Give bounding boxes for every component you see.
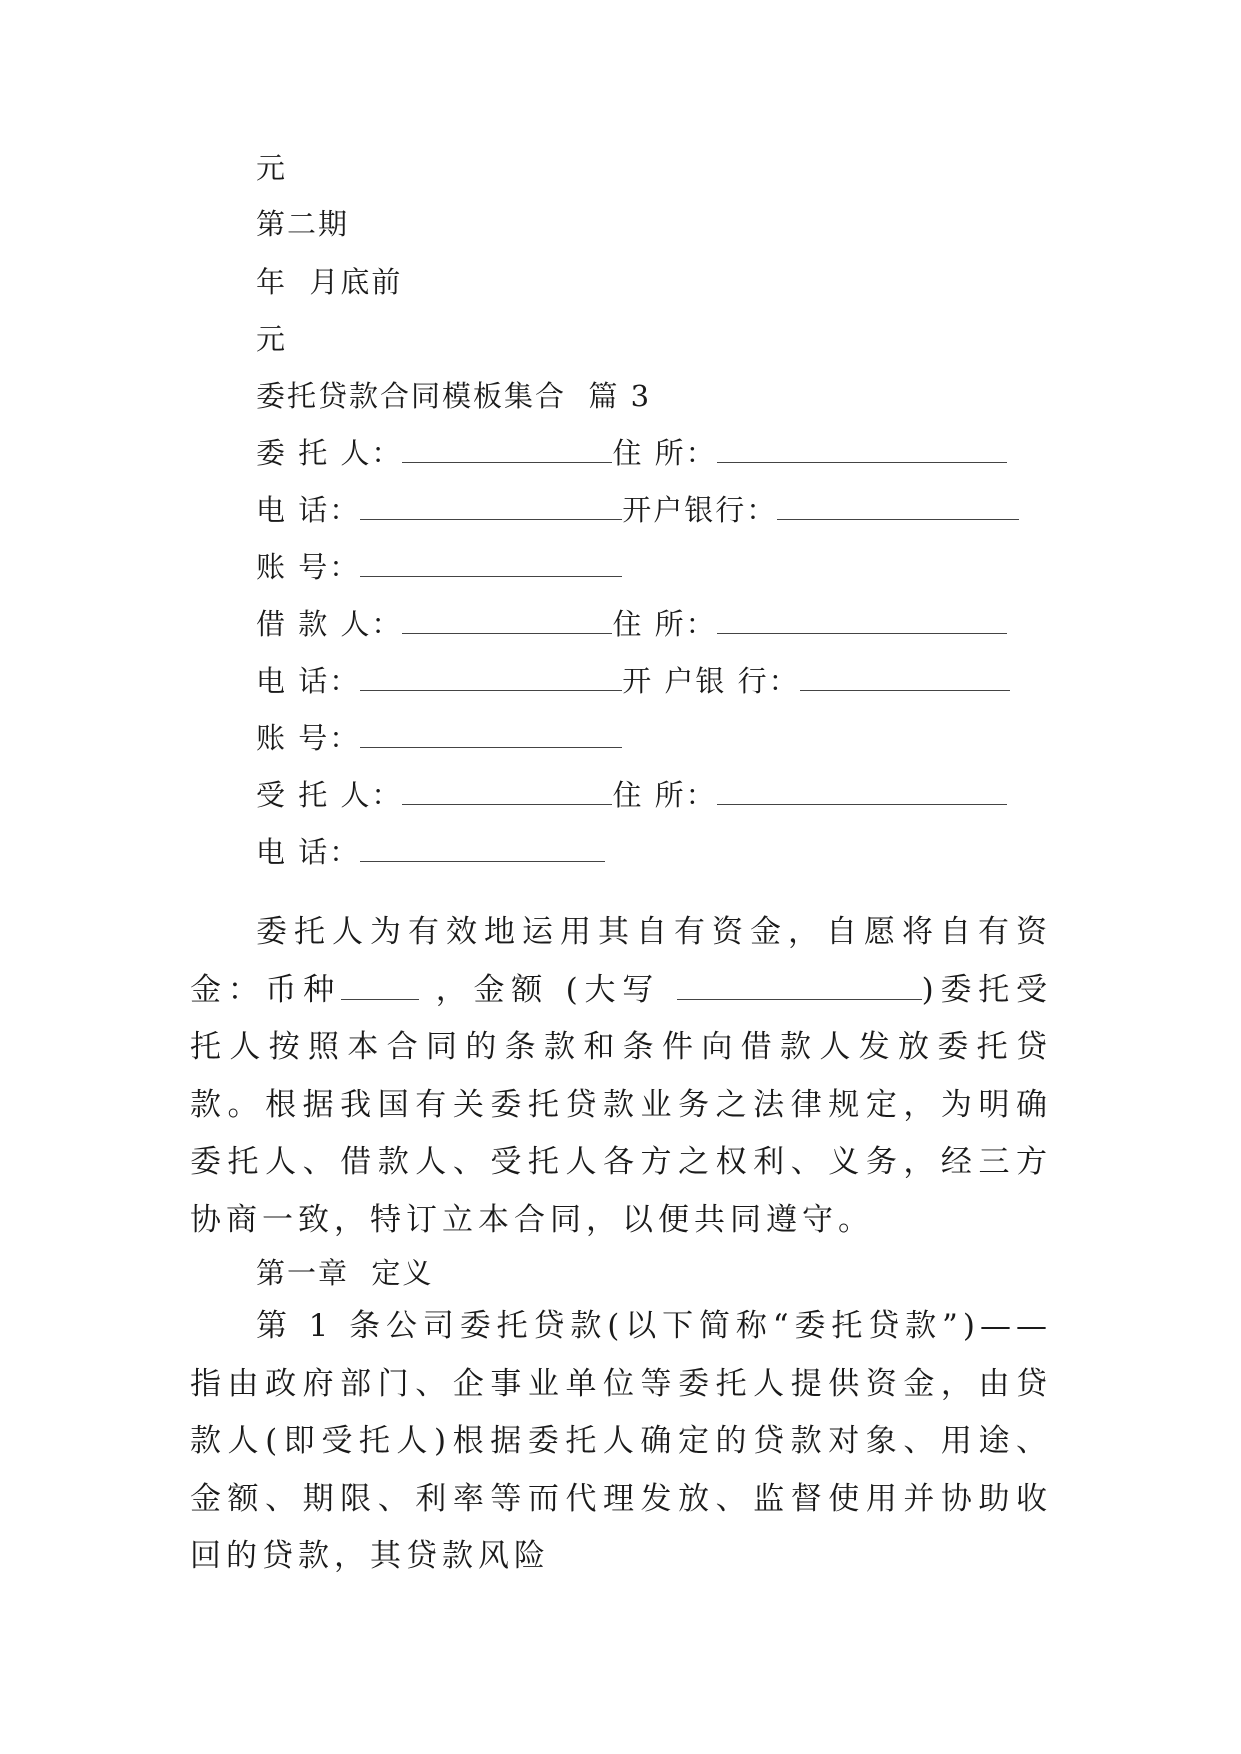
chapter-1-title: 第一章 定义 bbox=[256, 1256, 434, 1290]
borrower-row bbox=[256, 606, 1007, 642]
principal-phone-label: 电 话： bbox=[256, 493, 361, 527]
principal-account-row bbox=[256, 549, 622, 585]
borrower-account-row bbox=[256, 720, 622, 756]
trustee-phone-blank bbox=[360, 837, 605, 862]
trustee-phone-label: 电 话： bbox=[256, 835, 361, 869]
text-line-second-period: 第二期 bbox=[256, 207, 350, 241]
intro-paragraph bbox=[190, 904, 1052, 1249]
principal-label: 委 托 人： bbox=[256, 436, 403, 470]
borrower-bank-label: 开 户银 行： bbox=[622, 664, 800, 698]
borrower-name-blank bbox=[402, 609, 612, 634]
currency-blank bbox=[341, 979, 419, 1000]
intro-text-3: )委托受托人按照本合同的条款和条件向借款人发放委托贷款。根据我国有关委托贷款业务之法律规定，为明确委托人、借款人、受托人各方之权利、义务，经三方协商一致，特订立本合同，以便共同遵守。 bbox=[190, 971, 1052, 1238]
principal-phone-blank bbox=[360, 495, 622, 520]
trustee-phone-row bbox=[256, 834, 605, 870]
text-line-yuan-1: 元 bbox=[256, 151, 288, 185]
amount-uppercase-blank bbox=[677, 979, 922, 1000]
trustee-name-blank bbox=[402, 780, 612, 805]
principal-name-blank bbox=[402, 438, 612, 463]
principal-bank-label: 开户银行： bbox=[622, 493, 778, 527]
intro-text-1: 委托人为有效地运用其自有资金，自愿将自有资金：币种 bbox=[190, 914, 1052, 1008]
borrower-phone-label: 电 话： bbox=[256, 664, 361, 698]
borrower-address-blank bbox=[717, 609, 1007, 634]
borrower-label: 借 款 人： bbox=[256, 607, 403, 641]
principal-phone-row bbox=[256, 492, 1019, 528]
trustee-address-blank bbox=[717, 780, 1007, 805]
section-heading: 委托贷款合同模板集合 篇 3 bbox=[256, 379, 652, 413]
principal-account-label: 账 号： bbox=[256, 550, 361, 584]
text-line-yuan-2: 元 bbox=[256, 322, 288, 356]
principal-address-blank bbox=[717, 438, 1007, 463]
principal-row bbox=[256, 435, 1007, 471]
article-1-paragraph: 第 1 条公司委托贷款(以下简称“委托贷款”)——指由政府部门、企事业单位等委托人提供资金，由贷款人(即受托人)根据委托人确定的贷款对象、用途、金额、期限、利率等而代理发放、监督使用并协助收回的贷款，其贷款风险 bbox=[190, 1308, 1052, 1574]
principal-bank-blank bbox=[777, 495, 1019, 520]
principal-account-blank bbox=[360, 552, 622, 577]
borrower-bank-blank bbox=[800, 666, 1010, 691]
borrower-address-label: 住 所： bbox=[612, 607, 717, 641]
trustee-label: 受 托 人： bbox=[256, 778, 403, 812]
trustee-row bbox=[256, 777, 1007, 813]
text-line-month-end: 年 月底前 bbox=[256, 265, 403, 299]
trustee-address-label: 住 所： bbox=[612, 778, 717, 812]
intro-text-2: ，金额 (大写 bbox=[435, 971, 677, 1008]
borrower-phone-row bbox=[256, 663, 1010, 699]
borrower-phone-blank bbox=[360, 666, 622, 691]
borrower-account-blank bbox=[360, 723, 622, 748]
principal-address-label: 住 所： bbox=[612, 436, 717, 470]
borrower-account-label: 账 号： bbox=[256, 721, 361, 755]
